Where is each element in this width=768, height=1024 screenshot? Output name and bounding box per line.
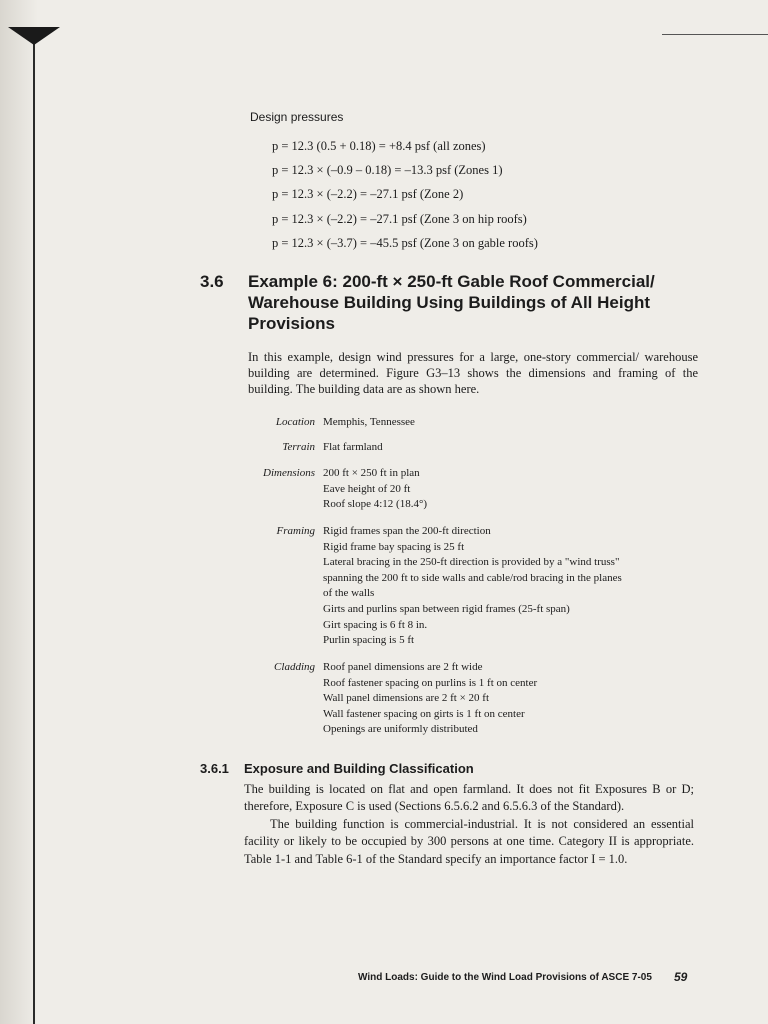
data-value <box>323 415 713 431</box>
data-line: Openings are uniformly distributed <box>323 723 478 736</box>
data-line: Wall fastener spacing on girts is 1 ft on center <box>323 707 525 720</box>
data-line: Roof panel dimensions are 2 ft wide <box>323 661 483 673</box>
formula-line: p = 12.3 × (–2.2) = –27.1 psf (Zone 2) <box>272 187 464 202</box>
data-line: Wall panel dimensions are 2 ft × 20 ft <box>323 692 489 705</box>
data-line: Memphis, Tennessee <box>323 416 415 428</box>
data-label: Cladding <box>274 661 315 673</box>
binding-mark-icon <box>8 27 60 45</box>
data-line: Rigid frame bay spacing is 25 ft <box>323 540 465 553</box>
data-line: Roof slope 4:12 (18.4°) <box>323 498 428 511</box>
formula-line: p = 12.3 × (–3.7) = –45.5 psf (Zone 3 on gable roofs) <box>272 235 538 250</box>
data-value <box>323 660 713 738</box>
data-line: Eave height of 20 ft <box>323 482 411 495</box>
subsection-title: Exposure and Building Classification <box>244 761 474 776</box>
running-footer: Wind Loads: Guide to the Wind Load Provisions of ASCE 7-05 <box>358 972 652 983</box>
section-title: Example 6: 200-ft × 250-ft Gable Roof Commercial/ Warehouse Building Using Buildings of All Height Provisions <box>248 272 655 333</box>
binding-line <box>33 34 35 1024</box>
data-value <box>323 440 713 456</box>
subsection-body <box>244 781 694 868</box>
section-number: 3.6 <box>200 272 224 291</box>
formula-line: p = 12.3 × (–0.9 – 0.18) = –13.3 psf (Zones 1) <box>272 163 503 178</box>
data-value <box>323 466 713 513</box>
subsection-number: 3.6.1 <box>200 761 229 776</box>
paragraph: The building function is commercial-industrial. It is not considered an essential facility or likely to be occupied by 300 persons at one time. Category II is appropriate. Table 1-1 and Table 6-1 of the Standard specify an importance factor I = 1.0. <box>244 816 694 866</box>
paragraph: The building is located on flat and open farmland. It does not fit Exposures B or D; therefore, Exposure C is used (Sections 6.5.6.2 and 6.5.6.3 of the Standard). <box>244 782 694 814</box>
formula-list <box>272 134 538 255</box>
data-value <box>323 524 713 649</box>
design-pressures-heading: Design pressures <box>250 110 344 124</box>
data-label: Terrain <box>282 441 315 453</box>
formula-line: p = 12.3 (0.5 + 0.18) = +8.4 psf (all zones) <box>272 139 486 153</box>
data-line: Rigid frames span the 200-ft direction <box>323 525 491 537</box>
section-intro: In this example, design wind pressures for a large, one-story commercial/ warehouse building are determined. Figure G3–13 shows the dimensions and framing of the building. The building data are as shown here. <box>248 350 698 397</box>
data-line: Lateral bracing in the 250-ft direction is provided by a "wind truss" <box>323 556 620 569</box>
data-label: Dimensions <box>263 467 315 479</box>
data-line: 200 ft × 250 ft in plan <box>323 467 420 479</box>
data-line: Roof fastener spacing on purlins is 1 ft on center <box>323 676 538 689</box>
page-number: 59 <box>674 970 688 984</box>
data-line: Girts and purlins span between rigid frames (25-ft span) <box>323 602 570 615</box>
data-line: Girt spacing is 6 ft 8 in. <box>323 618 428 631</box>
data-label: Location <box>275 416 315 428</box>
data-line: of the walls <box>323 587 375 600</box>
formula-line: p = 12.3 × (–2.2) = –27.1 psf (Zone 3 on hip roofs) <box>272 211 527 226</box>
data-line: spanning the 200 ft to side walls and cable/rod bracing in the planes <box>323 571 622 584</box>
data-line: Flat farmland <box>323 441 383 453</box>
data-line: Purlin spacing is 5 ft <box>323 634 415 647</box>
data-label: Framing <box>276 525 315 537</box>
header-rule <box>662 34 768 35</box>
